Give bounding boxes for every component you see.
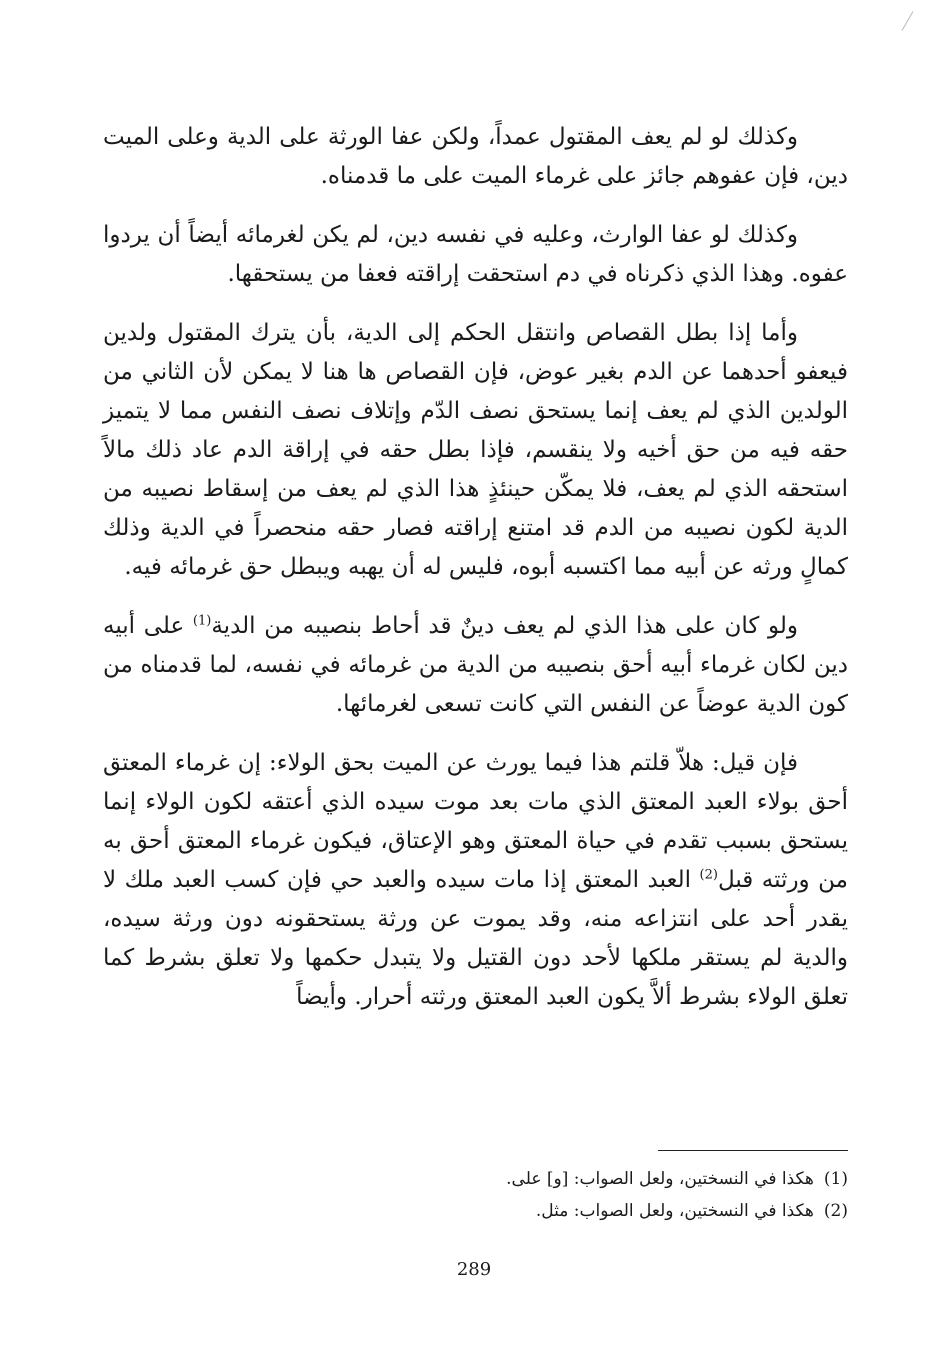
paragraph-4: [103, 607, 848, 724]
footnote-ref-2[interactable]: (2): [699, 867, 718, 883]
footnote-divider: [658, 1150, 848, 1151]
footnote-1: [103, 1163, 848, 1195]
paragraph-4-part-1: ولو كان على هذا الذي لم يعف دينٌ قد أحاط بنصيبه من الدية: [211, 613, 798, 639]
scan-mark: [902, 11, 914, 31]
main-text: [103, 118, 848, 1037]
footnote-2: [103, 1195, 848, 1227]
paragraph-2: وكذلك لو عفا الوارث، وعليه في نفسه دين، لم يكن لغرمائه أيضاً أن يردوا عفوه. وهذا الذي ذكرناه في دم استحقت إراقته فعفا من يستحقها.: [103, 222, 848, 287]
footnote-ref-1[interactable]: (1): [192, 613, 212, 629]
paragraph-5-part-1: فإن قيل: هلاّ قلتم هذا فيما يورث عن الميت بحق الولاء: إن غرماء المعتق أحق بولاء العبد المعتق الذي مات بعد موت سيده الذي أعتقه لكون الولاء إنما يستحق بسبب تقدم في حياة المعتق وهو الإعتاق، فيكون غرماء المعتق أحق به من ورثته قبل: [103, 750, 848, 893]
paragraph-4-part-2: على أبيه دين لكان غرماء أبيه أحق بنصيبه من الدية من غرمائه في نفسه، لما قدمناه من كون الدية عوضاً عن النفس التي كانت تسعى لغرمائها.: [103, 613, 848, 717]
paragraph-5-part-2: العبد المعتق إذا مات سيده والعبد حي فإن كسب العبد ملك لا يقدر أحد على انتزاعه منه، وقد يموت عن ورثة يستحقونه دون ورثة سيده، والدية لم يستقر ملكها لأحد دون القتيل ولا يتبدل حكمها ولا تعلق بشرط كما تعلق الولاء بشرط ألاَّ يكون العبد المعتق ورثته أحرار. وأيضاً: [103, 867, 848, 1010]
footnote-1-text: هكذا في النسختين، ولعل الصواب: [و] على.: [506, 1169, 814, 1189]
paragraph-3: وأما إذا بطل القصاص وانتقل الحكم إلى الدية، بأن يترك المقتول ولدين فيعفو أحدهما عن الدم بغير عوض، فإن القصاص ها هنا لا يمكن لأن الثاني من الولدين الذي لم يعف إنما يستحق نصف الدّم وإتلاف نصف النفس مما لا يتميز حقه فيه من حق أخيه ولا ينقسم، فإذا بطل حقه في إراقة الدم عاد ذلك مالاً استحقه الذي لم يعف، فلا يمكّن حينئذٍ هذا الذي لم يعف من إسقاط نصيبه من الدية لكون نصيبه من الدم قد امتنع إراقته فصار حقه منحصراً في الدية وذلك كمالٍ ورثه عن أبيه مما اكتسبه أبوه، فليس له أن يهبه ويبطل حق غرمائه فيه.: [103, 320, 848, 580]
paragraph-1: وكذلك لو لم يعف المقتول عمداً، ولكن عفا الورثة على الدية وعلى الميت دين، فإن عفوهم جائز على غرماء الميت على ما قدمناه.: [103, 124, 848, 189]
footnote-2-number: (2): [823, 1201, 848, 1221]
footnote-2-text: هكذا في النسختين، ولعل الصواب: مثل.: [535, 1201, 814, 1221]
paragraph-5: [103, 744, 848, 1017]
page-number: 289: [456, 1259, 492, 1280]
footnotes: [103, 1163, 848, 1227]
footnote-1-number: (1): [823, 1169, 848, 1189]
